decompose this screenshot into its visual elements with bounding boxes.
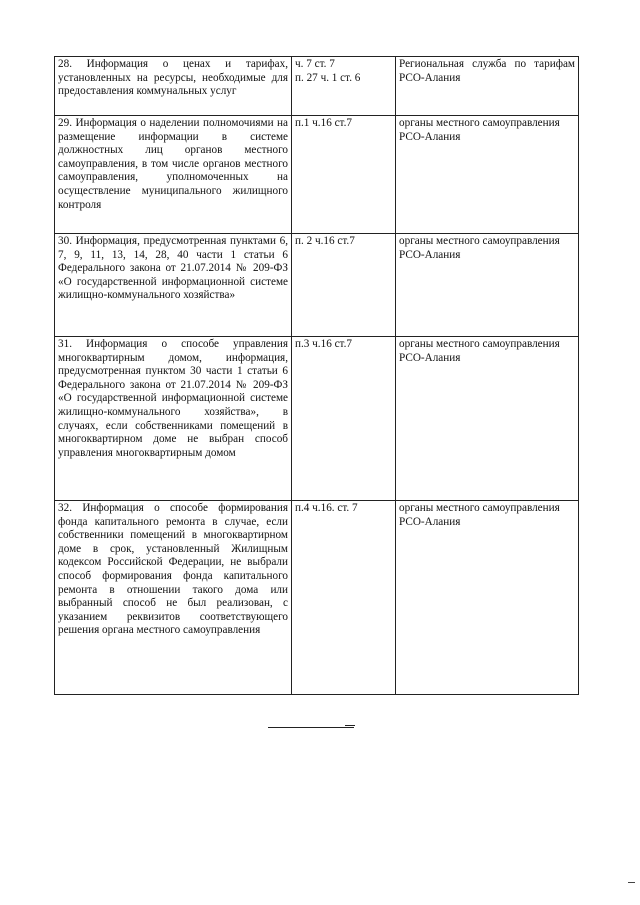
table-row [55,501,579,695]
body-cell: органы местного самоуправления РСО-Алания [396,337,579,501]
article-cell: п.1 ч.16 ст.7 [292,116,396,234]
info-cell: 30. Информация, предусмотренная пунктами 6, 7, 9, 11, 13, 14, 28, 40 части 1 статьи 6 Федерального закона от 21.07.2014 № 209-ФЗ «О государственной информационной системе жилищно-коммунального хозяйства» [55,234,292,337]
separator-line [268,727,354,728]
info-cell: 32. Информация о способе формирования фонда капитального ремонта в случае, если собственники помещений в многоквартирном доме в срок, установленный Жилищным кодексом Российской Федерации, не выбрали способ формирования фонда капитального ремонта в отношении такого дома или выбранный способ не был реализован, с указанием реквизитов соответствующего решения органа местного самоуправления [55,501,292,695]
body-cell: органы местного самоуправления РСО-Алания [396,116,579,234]
table-row [55,234,579,337]
corner-mark [628,882,635,883]
body-cell: Региональная служба по тарифам РСО-Алания [396,57,579,116]
article-cell: ч. 7 ст. 7 п. 27 ч. 1 ст. 6 [292,57,396,116]
info-cell: 29. Информация о наделении полномочиями на размещение информации в системе должностных лиц органов местного самоуправления, в том числе органов местного самоуправления, уполномоченных на осуществление муниципального жилищного контроля [55,116,292,234]
info-cell: 31. Информация о способе управления многоквартирным домом, информация, предусмотренная пунктом 30 части 1 статьи 6 Федерального закона от 21.07.2014 № 209-ФЗ «О государственной информационной системе жилищно-коммунального хозяйства», в случаях, если собственниками помещений в многоквартирном доме не выбран способ управления многоквартирным домом [55,337,292,501]
info-cell: 28. Информация о ценах и тарифах, установленных на ресурсы, необходимые для предоставления коммунальных услуг [55,57,292,116]
table-row [55,116,579,234]
separator-line-tail [345,725,355,726]
article-cell: п.4 ч.16. ст. 7 [292,501,396,695]
article-cell: п.3 ч.16 ст.7 [292,337,396,501]
body-cell: органы местного самоуправления РСО-Алания [396,501,579,695]
table-row [55,337,579,501]
information-table [54,56,579,695]
article-cell: п. 2 ч.16 ст.7 [292,234,396,337]
body-cell: органы местного самоуправления РСО-Алания [396,234,579,337]
table-row [55,57,579,116]
